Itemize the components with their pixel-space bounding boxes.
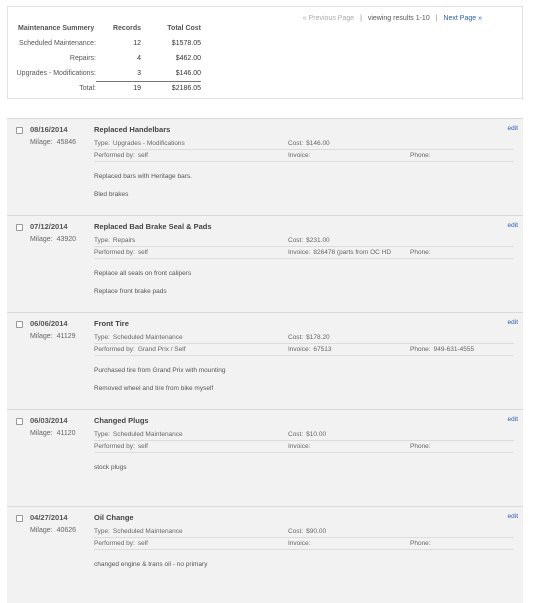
performed-by-value: self [137, 152, 148, 159]
type-label: Type: [94, 334, 110, 341]
milage-value: 41120 [56, 430, 76, 437]
cost-value: $231.00 [306, 237, 330, 244]
record-note: changed engine & trans oil - no primary [94, 561, 208, 568]
type-label: Type: [94, 237, 110, 244]
record-details-row [94, 248, 514, 259]
record-details-row [94, 139, 514, 150]
phone-label: Phone: [410, 152, 431, 159]
invoice-label: Invoice: [288, 346, 311, 353]
maintenance-summary-panel [7, 6, 523, 99]
record-performed-by [94, 540, 148, 547]
milage-value: 43920 [56, 236, 77, 243]
invoice-label: Invoice: [288, 152, 311, 159]
record-title: Replaced Handelbars [94, 125, 171, 134]
record-invoice [288, 346, 331, 353]
record-details-row [94, 345, 514, 356]
row-divider [94, 452, 514, 453]
maintenance-records-list [7, 118, 523, 603]
summary-total-label: Total: [79, 85, 96, 92]
record-cost [288, 528, 326, 535]
summary-row [14, 51, 201, 66]
record-cost [288, 140, 330, 147]
row-divider [94, 537, 514, 538]
record-details-row [94, 236, 514, 247]
record-invoice [288, 152, 313, 159]
performed-by-label: Performed by: [94, 443, 135, 450]
record-milage [30, 236, 76, 243]
record-details-row [94, 442, 514, 453]
cost-value: $10.00 [306, 431, 327, 438]
type-label: Type: [94, 431, 110, 438]
record-invoice [288, 249, 391, 256]
record-checkbox[interactable] [16, 224, 23, 231]
record-cost [288, 334, 330, 341]
previous-page-link[interactable]: « Previous Page [302, 15, 355, 22]
record-details-row [94, 151, 514, 162]
cost-label: Cost: [288, 237, 304, 244]
summary-row-label: Repairs: [69, 55, 96, 62]
record-title: Oil Change [94, 513, 134, 522]
cost-label: Cost: [288, 334, 304, 341]
type-label: Type: [94, 528, 110, 535]
record-details-row [94, 539, 514, 550]
summary-row-cost: $462.00 [175, 55, 201, 62]
milage-value: 45846 [56, 139, 77, 146]
record-performed-by [94, 346, 186, 353]
record-milage [30, 139, 76, 146]
row-divider [94, 343, 514, 344]
milage-label: Milage: [30, 139, 53, 146]
milage-label: Milage: [30, 430, 53, 437]
type-value: Repairs [112, 237, 136, 244]
cost-label: Cost: [288, 140, 304, 147]
summary-total-cost: $2186.05 [171, 85, 201, 93]
record-phone [410, 152, 434, 159]
summary-header-cost: Total Cost [167, 25, 201, 32]
record-phone [410, 540, 434, 547]
invoice-label: Invoice: [288, 249, 311, 256]
invoice-value: 67513 [313, 346, 332, 353]
invoice-value: 826478 (parts from OC HD [313, 249, 392, 256]
performed-by-label: Performed by: [94, 249, 135, 256]
record-date: 06/06/2014 [30, 319, 68, 328]
performed-by-label: Performed by: [94, 346, 135, 353]
summary-row-cost: $146.00 [141, 66, 201, 81]
type-label: Type: [94, 140, 110, 147]
invoice-label: Invoice: [288, 540, 311, 547]
record-checkbox[interactable] [16, 418, 23, 425]
record-date: 08/16/2014 [30, 125, 68, 134]
type-value: Scheduled Maintenance [112, 528, 183, 535]
summary-table [14, 21, 201, 96]
performed-by-value: self [137, 249, 148, 256]
record-note: Replaced bars with Heritage bars. [94, 173, 192, 180]
record-performed-by [94, 249, 148, 256]
summary-row-label: Scheduled Maintenance: [18, 40, 96, 47]
record-type [94, 237, 135, 244]
row-divider [94, 149, 514, 150]
record-cost [288, 431, 326, 438]
record-milage [30, 333, 76, 340]
milage-label: Milage: [30, 236, 53, 243]
record-title: Replaced Bad Brake Seal & Pads [94, 222, 212, 231]
record-date: 07/12/2014 [30, 222, 68, 231]
record-item [7, 215, 523, 312]
performed-by-value: self [137, 540, 148, 547]
summary-row-records: 12 [133, 40, 141, 47]
record-type [94, 140, 185, 147]
record-invoice [288, 540, 313, 547]
performed-by-value: self [137, 443, 148, 450]
milage-label: Milage: [30, 527, 53, 534]
phone-label: Phone: [410, 249, 431, 256]
row-divider [94, 161, 514, 162]
row-divider [94, 258, 514, 259]
pager-separator: | [435, 15, 438, 22]
type-value: Upgrades - Modifications [112, 140, 185, 147]
record-title: Changed Plugs [94, 416, 149, 425]
edit-link[interactable]: edit [507, 125, 518, 132]
record-phone [410, 346, 474, 353]
summary-header-row [14, 21, 201, 36]
record-item [7, 118, 523, 215]
next-page-link[interactable]: Next Page » [443, 15, 482, 22]
record-type [94, 334, 183, 341]
row-divider [94, 246, 514, 247]
row-divider [94, 440, 514, 441]
record-details-row [94, 430, 514, 441]
cost-value: $146.00 [306, 140, 330, 147]
record-type [94, 431, 183, 438]
record-phone [410, 249, 434, 256]
cost-value: $178.20 [306, 334, 330, 341]
edit-link[interactable]: edit [507, 513, 518, 520]
record-note: Replace all seals on front calipers [94, 270, 192, 277]
record-type [94, 528, 183, 535]
record-date: 06/03/2014 [30, 416, 68, 425]
milage-value: 40626 [56, 527, 77, 534]
record-checkbox[interactable] [16, 127, 23, 134]
edit-link[interactable]: edit [507, 416, 518, 423]
invoice-label: Invoice: [288, 443, 311, 450]
cost-value: $90.00 [306, 528, 327, 535]
summary-row [14, 66, 201, 81]
summary-row [14, 36, 201, 51]
record-details-row [94, 333, 514, 344]
performed-by-label: Performed by: [94, 540, 135, 547]
summary-total-row [14, 81, 201, 96]
phone-value: 949-631-4555 [433, 346, 475, 353]
record-milage [30, 430, 76, 437]
record-performed-by [94, 152, 148, 159]
record-cost [288, 237, 330, 244]
record-phone [410, 443, 434, 450]
record-invoice [288, 443, 313, 450]
summary-header-records: Records [112, 25, 141, 32]
record-note: Bled brakes [94, 191, 129, 198]
summary-row-cost: $1578.05 [171, 40, 201, 47]
performed-by-label: Performed by: [94, 152, 135, 159]
performed-by-value: Grand Prix / Self [137, 346, 186, 353]
pagination [303, 15, 482, 22]
type-value: Scheduled Maintenance [112, 334, 183, 341]
record-checkbox[interactable] [16, 515, 23, 522]
summary-row-records: 3 [96, 66, 141, 81]
phone-label: Phone: [410, 346, 431, 353]
record-note: Removed wheel and tire from bike myself [94, 385, 214, 392]
type-value: Scheduled Maintenance [112, 431, 183, 438]
viewing-results-text: viewing results 1-10 [367, 15, 430, 22]
phone-label: Phone: [410, 540, 431, 547]
summary-total-records: 19 [133, 85, 141, 93]
phone-label: Phone: [410, 443, 431, 450]
pager-separator: | [360, 15, 362, 22]
milage-label: Milage: [30, 333, 53, 340]
record-item [7, 506, 523, 603]
cost-label: Cost: [288, 431, 304, 438]
record-checkbox[interactable] [16, 321, 23, 328]
edit-link[interactable]: edit [507, 222, 518, 229]
summary-row-label: Upgrades - Modifications: [16, 70, 96, 77]
cost-label: Cost: [288, 528, 304, 535]
record-title: Front Tire [94, 319, 129, 328]
record-item [7, 409, 523, 506]
record-note: Purchased tire from Grand Prix with mounting [94, 367, 226, 374]
record-note: Replace front brake pads [94, 288, 167, 295]
edit-link[interactable]: edit [507, 319, 518, 326]
milage-value: 41129 [56, 333, 76, 340]
row-divider [94, 549, 514, 550]
record-note: stock plugs [94, 464, 127, 471]
summary-row-records: 4 [137, 55, 141, 62]
record-performed-by [94, 443, 148, 450]
row-divider [94, 355, 514, 356]
summary-header-label: Maintenance Summery [18, 25, 95, 32]
record-details-row [94, 527, 514, 538]
record-date: 04/27/2014 [30, 513, 68, 522]
record-item [7, 312, 523, 409]
record-milage [30, 527, 76, 534]
